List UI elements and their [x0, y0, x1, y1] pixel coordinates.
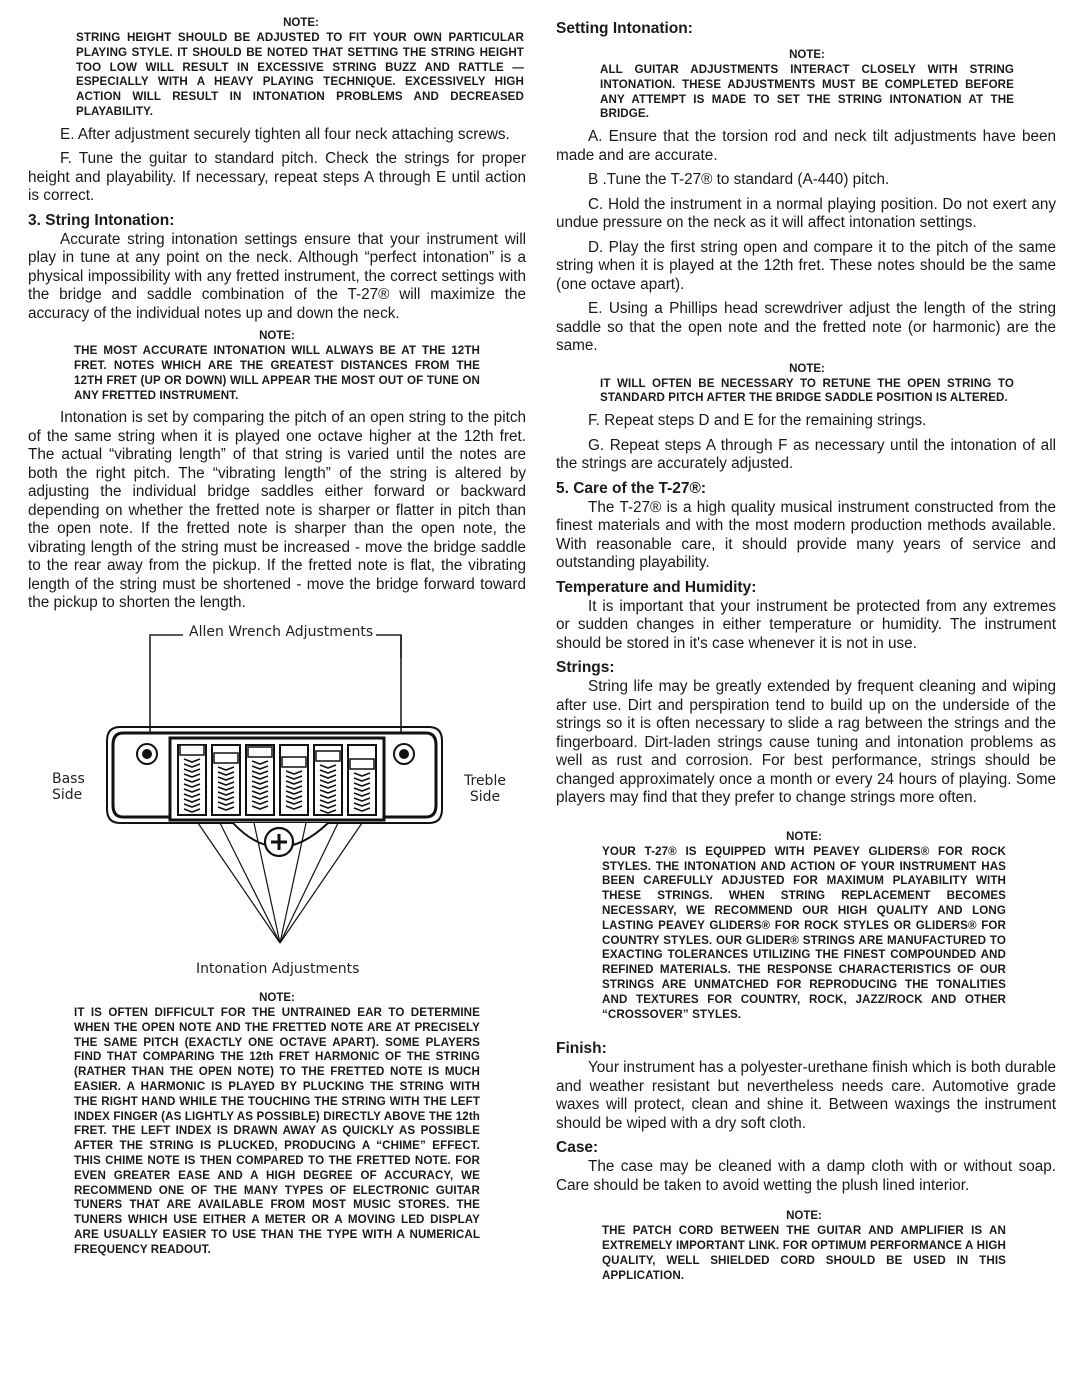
- paragraph-case: The case may be cleaned with a damp cloth with or without soap. Care should be taken to avoid wetting the plush lined interior.: [556, 1158, 1056, 1194]
- label-treble-line2: Side: [469, 788, 501, 805]
- right-column: [556, 14, 1056, 1290]
- note-text: YOUR T-27® IS EQUIPPED WITH PEAVEY GLIDERS® FOR ROCK STYLES. THE INTONATION AND ACTION OF YOUR INSTRUMENT HAS BEEN CAREFULLY ADJUSTED FOR MAXIMUM PLAYABILITY WITH THESE STRINGS. WHEN STRING REPLACEMENT BECOMES NECESSARY, WE RECOMMEND OUR HIGH QUALITY AND LONG LASTING PEAVEY GLIDERS® FOR ROCK STYLES OR GLIDERS® FOR COUNTRY STYLES. OUR GLIDER® STRINGS ARE MANUFACTURED TO EXACTING TOLERANCES UTILIZING THE FINEST COMPOUNDED AND REFINED MATERIALS. THE RESPONSE CHARACTERISTICS OF OUR STRINGS ARE UNMATCHED FOR REPRODUCING THE TONALITIES AND TEXTURES FOR COUNTRY, ROCK, JAZZ/ROCK AND OTHER “CROSSOVER” STYLES.: [602, 844, 1006, 1021]
- section-heading-setting-intonation: Setting Intonation:: [556, 20, 693, 37]
- label-allen-wrench-adjustments: Allen Wrench Adjustments: [186, 624, 376, 640]
- note-text: IT WILL OFTEN BE NECESSARY TO RETUNE THE OPEN STRING TO STANDARD PITCH AFTER THE BRIDGE SADDLE POSITION IS ALTERED.: [600, 376, 1014, 405]
- saddle: [178, 745, 206, 815]
- note-title: NOTE:: [789, 362, 825, 375]
- left-column: [28, 14, 526, 1264]
- label-bass-line1: Bass: [52, 770, 85, 787]
- saddle: [212, 745, 240, 815]
- note-title: NOTE:: [259, 330, 295, 343]
- label-bass-line2: Side: [52, 786, 83, 803]
- saddle: [280, 745, 308, 815]
- note-title: NOTE:: [789, 49, 825, 61]
- note-retune: [556, 362, 1056, 407]
- paragraph-step-e: E. After adjustment securely tighten all four neck attaching screws.: [60, 125, 510, 143]
- note-title: NOTE:: [283, 17, 319, 29]
- paragraph-step-e: E. Using a Phillips head screwdriver adjust the length of the string saddle so that the open note and the fretted note (or harmonic) are the same.: [556, 300, 1056, 355]
- section-heading-string-intonation: 3. String Intonation:: [28, 211, 175, 229]
- paragraph-string-intonation: Accurate string intonation settings ensure that your instrument will play in tune at any point on the neck. Although “perfect intonation” is a physical impossibility with any fretted instrument, the correct settings with the bridge and saddle combination of the T-27® will maximize the accuracy of the individual notes up and down the neck.: [28, 230, 526, 322]
- heading-strings: Strings:: [556, 659, 615, 677]
- saddle: [246, 745, 274, 815]
- note-title: NOTE:: [259, 991, 295, 1004]
- bottom-screw: [233, 823, 328, 856]
- label-bass-side: [52, 771, 85, 803]
- label-treble-line1: Treble: [464, 772, 506, 789]
- paragraph-step-f: F. Tune the guitar to standard pitch. Check the strings for proper height and playability. If necessary, repeat steps A through E until action is correct.: [28, 150, 526, 205]
- paragraph-step-g: G. Repeat steps A through F as necessary until the intonation of all the strings are accurately adjusted.: [556, 436, 1056, 473]
- section-heading-care: 5. Care of the T-27®:: [556, 479, 707, 497]
- paragraph-step-b: B .Tune the T-27® to standard (A-440) pitch.: [588, 171, 890, 189]
- note-adjustments-interact: [556, 48, 1056, 122]
- label-treble-side: [464, 773, 506, 805]
- bridge-diagram: [28, 623, 526, 1015]
- paragraph-step-d: D. Play the first string open and compare it to the pitch of the same string when it is played at the 12th fret. These notes should be the same (one octave apart).: [556, 238, 1056, 293]
- paragraph-care: The T-27® is a high quality musical instrument constructed from the finest materials and with the most modern production methods available. With reasonable care, it should provide many years of service and outstanding playability.: [556, 498, 1056, 572]
- saddle: [348, 745, 376, 815]
- paragraph-step-c: C. Hold the instrument in a normal playing position. Do not exert any undue pressure on the neck as it will affect intonation settings.: [556, 195, 1056, 232]
- note-title: NOTE:: [786, 830, 822, 843]
- allen-wrench-bracket: [150, 635, 401, 733]
- note-title: NOTE:: [786, 1210, 822, 1223]
- bridge-illustration: [28, 623, 526, 1015]
- saddle: [314, 745, 342, 815]
- note-patch-cord: [556, 1209, 1056, 1283]
- note-12th-fret: [28, 329, 526, 403]
- note-gliders: [556, 830, 1056, 1023]
- paragraph-strings: String life may be greatly extended by frequent cleaning and wiping after use. Dirt and perspiration tend to build up on the underside of the strings so it is often necessary to slide a rag between the strings and the fingerboard. Dirt-laden strings cause tuning and intonation problems as well as rust and corrosion. For best performance, strings should be changed approximately once a month or every 24 hours of playing. Some players may find that they prefer to change strings more often.: [556, 678, 1056, 807]
- paragraph-intonation-method: Intonation is set by comparing the pitch of an open string to the pitch of the same string when it is played one octave higher at the 12th fret. The actual “vibrating length” of that string is varied until the notes are both the right pitch. The “vibrating length” of the string is altered by adjusting the individual bridge saddles either forward or backward depending on whether the fretted note is sharper or flatter in pitch than the open note. If the fretted note is sharper than the open note, the vibrating length of the string must be increased - move the bridge saddle to the rear away from the pickup. If the fretted note is flat, the vibrating length of the string must be shortened - move the bridge forward toward the pickup to shorten the length.: [28, 409, 526, 612]
- note-text: STRING HEIGHT SHOULD BE ADJUSTED TO FIT YOUR OWN PARTICULAR PLAYING STYLE. IT SHOULD BE NOTED THAT SETTING THE STRING HEIGHT TOO LOW WILL RESULT IN EXCESSIVE STRING BUZZ AND RATTLE — ESPECIALLY WITH A HEAVY PLAYING TECHNIQUE. EXCESSIVELY HIGH ACTION WILL RESULT IN INTONATION PROBLEMS AND DECREASED PLAYABILITY.: [76, 31, 524, 118]
- note-text: IT IS OFTEN DIFFICULT FOR THE UNTRAINED EAR TO DETERMINE WHEN THE OPEN NOTE AND THE FRETTED NOTE ARE AT PRECISELY THE SAME PITCH (EXACTLY ONE OCTAVE APART). SOME PLAYERS FIND THAT COMPARING THE 12th FRET HARMONIC OF THE STRING (RATHER THAN THE OPEN NOTE) TO THE FRETTED NOTE IS MUCH EASIER. A HARMONIC IS PLAYED BY PLUCKING THE STRING WITH THE RIGHT HAND WHILE THE TOUCHING THE STRING WITH THE LEFT INDEX FINGER (AS LIGHTLY AS POSSIBLE) DIRECTLY ABOVE THE 12th FRET. THE LEFT INDEX IS DRAWN AWAY AS QUICKLY AS POSSIBLE AFTER THE STRING IS PLUCKED, PRODUCING A “CHIME” EFFECT. THIS CHIME NOTE IS THEN COMPARED TO THE FRETTED NOTE. FOR EVEN GREATER EASE AND A HIGH DEGREE OF ACCURACY, WE RECOMMEND ONE OF THE MANY TYPES OF ELECTRONIC GUITAR TUNERS THAT ARE AVAILABLE FROM MOST MUSIC STORES. THE TUNERS WHICH USE EITHER A METER OR A MOVING LED DISPLAY ARE USUALLY EASIER TO USE THAN THE TYPE WITH A NUMERICAL FREQUENCY READOUT.: [74, 1005, 480, 1256]
- label-intonation-adjustments: Intonation Adjustments: [196, 960, 360, 977]
- note-string-height: [28, 16, 526, 120]
- heading-finish: Finish:: [556, 1040, 607, 1058]
- paragraph-temperature-humidity: It is important that your instrument be protected from any extremes or sudden changes in either temperature or humidity. The instrument should be stored in it's case whenever it is not in use.: [556, 597, 1056, 652]
- paragraph-finish: Your instrument has a polyester-urethane finish which is both durable and weather resistant but nevertheless needs care. Automotive grade waxes will protect, clean and shine it. Between waxings the instrument should be wiped with a dry soft cloth.: [556, 1059, 1056, 1132]
- note-harmonic-tuning: [28, 991, 526, 1258]
- paragraph-step-f: F. Repeat steps D and E for the remaining strings.: [588, 412, 927, 430]
- note-text: ALL GUITAR ADJUSTMENTS INTERACT CLOSELY WITH STRING INTONATION. THESE ADJUSTMENTS MUST BE COMPLETED BEFORE ANY ATTEMPT IS MADE TO SET THE STRING INTONATION AT THE BRIDGE.: [600, 63, 1014, 121]
- paragraph-step-a: A. Ensure that the torsion rod and neck tilt adjustments have been made and are accurate.: [556, 128, 1056, 164]
- note-text: THE MOST ACCURATE INTONATION WILL ALWAYS BE AT THE 12TH FRET. NOTES WHICH ARE THE GREATEST DISTANCES FROM THE 12TH FRET (UP OR DOWN) WILL APPEAR THE MOST OUT OF TUNE ON ANY FRETTED INSTRUMENT.: [74, 344, 480, 402]
- heading-temperature-humidity: Temperature and Humidity:: [556, 578, 757, 596]
- heading-case: Case:: [556, 1139, 599, 1157]
- note-text: THE PATCH CORD BETWEEN THE GUITAR AND AMPLIFIER IS AN EXTREMELY IMPORTANT LINK. FOR OPTIMUM PERFORMANCE A HIGH QUALITY, WELL SHIELDED CORD SHOULD BE USED IN THIS APPLICATION.: [602, 1224, 1006, 1282]
